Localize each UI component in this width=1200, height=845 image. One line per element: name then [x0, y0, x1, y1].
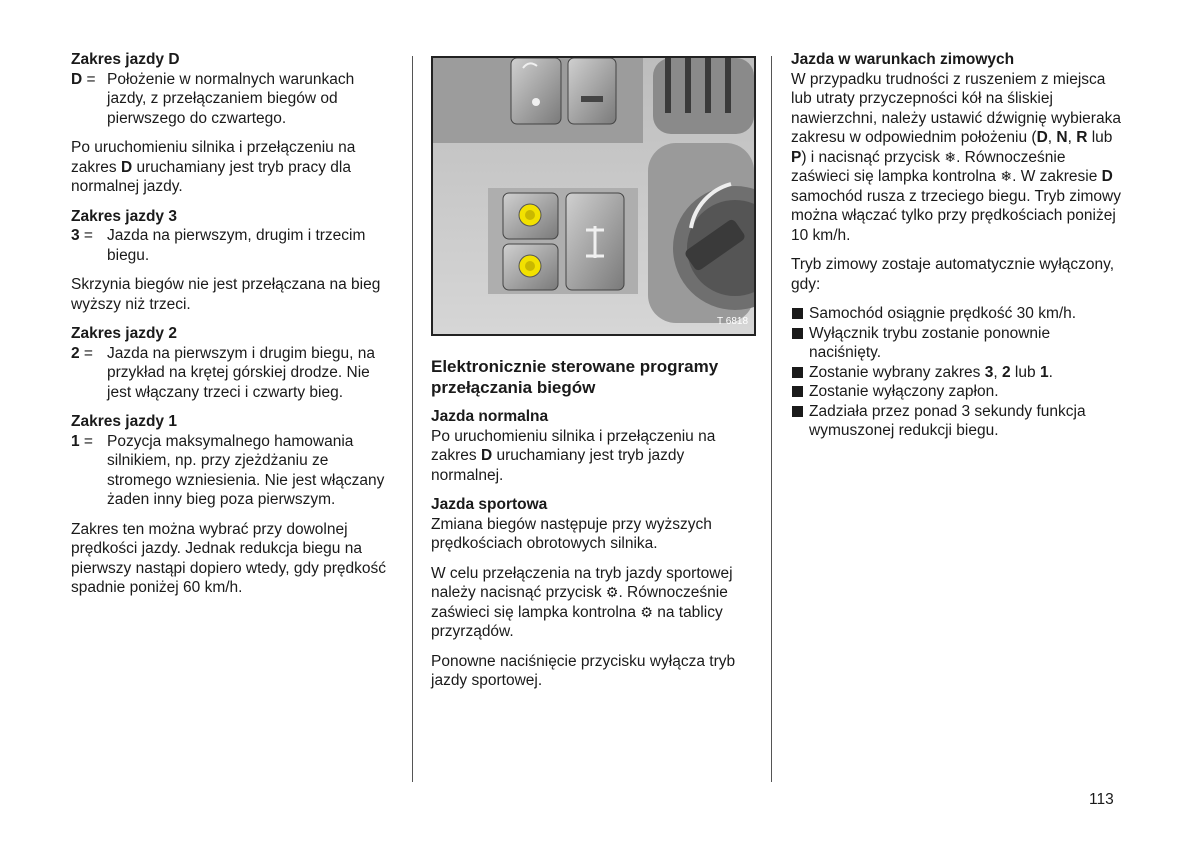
range-3-definition: 3 = Jazda na pierwszym, drugim i trzecim biegu. [71, 226, 393, 265]
list-item: Zostanie wybrany zakres 3, 2 lub 1. [791, 363, 1121, 383]
heading-sport-driving: Jazda sportowa [431, 496, 548, 513]
range-2-definition: 2 = Jazda na pierwszym i drugim biegu, na przykład na krętej górskiej drodze. Nie jest włączany trzeci i czwarty bieg. [71, 344, 393, 403]
sport-mode-icon: ⚙ [605, 584, 619, 600]
range-1-definition: 1 = Pozycja maksymalnego hamowania silnikiem, np. przy zjeżdżaniu ze stromego wzniesienia. Nie jest włączany żaden inny bieg poza pierwszym. [71, 432, 393, 510]
paragraph-range-3-note: Skrzynia biegów nie jest przełączana na bieg wyższy niż trzeci. [71, 276, 381, 313]
column-divider-right [771, 56, 772, 782]
column-1 [71, 50, 393, 608]
heading-range-3: Zakres jazdy 3 [71, 207, 177, 225]
winter-mode-icon: ❄ [944, 148, 957, 165]
dashboard-illustration [433, 58, 754, 334]
page-number: 113 [1089, 791, 1114, 808]
dashboard-buttons-photo [431, 56, 756, 336]
auto-off-list [791, 304, 1121, 441]
column-divider-left [412, 56, 413, 782]
section-title: Elektronicznie sterowane programy przełączania biegów [431, 357, 719, 397]
key-d: D [71, 70, 83, 88]
heading-range-2: Zakres jazdy 2 [71, 325, 177, 342]
paragraph-sport-driving: Zmiana biegów następuje przy wyższych prędkościach obrotowych silnika. [431, 515, 712, 552]
paragraph-winter-driving: W przypadku trudności z ruszeniem z miejsca lub utraty przyczepności kół na śliskiej nawierzchni, należy ustawić dźwignię wybieraka zakresu w odpowiednim położeniu (D, N, R lub P) i nacisnąć przycisk ❄. Równocześnie zaświeci się lampka kontrolna ❄. W zakresie D samochód rusza z trzeciego biegu. Tryb zimowy można włączać tylko przy prędkościach poniżej 10 km/h. [791, 70, 1121, 244]
range-3-text: Jazda na pierwszym, drugim i trzecim biegu. [107, 227, 366, 264]
range-1-text: Pozycja maksymalnego hamowania silnikiem, np. przy zjeżdżaniu ze stromego wzniesienia. Nie jest włączany żaden inny bieg poza pierwszym. [107, 432, 385, 508]
paragraph-sport-button: W celu przełączenia na tryb jazdy sportowej należy nacisnąć przycisk ⚙. Równocześnie zaświeci się lampka kontrolna ⚙ na tablicy przyrządów. [431, 564, 733, 640]
heading-range-d: Zakres jazdy D [71, 51, 180, 68]
list-item: Zadziała przez ponad 3 sekundy funkcja wymuszonej redukcji biegu. [791, 402, 1121, 441]
sport-mode-icon: ⚙ [640, 603, 653, 620]
key-1: 1 [71, 432, 80, 450]
heading-normal-driving: Jazda normalna [431, 408, 549, 425]
key-2: 2 [71, 344, 80, 362]
column-3 [791, 50, 1121, 441]
key-3: 3 [71, 227, 80, 244]
heading-winter-driving: Jazda w warunkach zimowych [791, 51, 1015, 68]
heading-range-1: Zakres jazdy 1 [71, 413, 177, 430]
winter-mode-icon: ❄ [1000, 168, 1013, 184]
range-d-text: Położenie w normalnych warunkach jazdy, z przełączaniem biegów od pierwszego do czwartego. [107, 70, 355, 127]
range-d-definition: D = Położenie w normalnych warunkach jazdy, z przełączaniem biegów od pierwszego do czwartego. [71, 70, 393, 129]
paragraph-sport-off: Ponowne naciśnięcie przycisku wyłącza tryb jazdy sportowej. [431, 652, 736, 689]
range-2-text: Jazda na pierwszym i drugim biegu, na przykład na krętej górskiej drodze. Nie jest włączany trzeci i czwarty bieg. [107, 344, 375, 401]
paragraph-range-1-note: Zakres ten można wybrać przy dowolnej prędkości jazdy. Jednak redukcja biegu na pierwszy nastąpi dopiero wtedy, gdy prędkość spadnie poniżej 60 km/h. [71, 520, 387, 596]
column-2 [431, 56, 756, 701]
list-item: Samochód osiągnie prędkość 30 km/h. [791, 304, 1121, 324]
paragraph-normal-driving: Po uruchomieniu silnika i przełączeniu na zakres D uruchamiany jest tryb jazdy normalnej. [431, 427, 716, 484]
figure-code: T 6818 [717, 315, 748, 327]
paragraph-d-start: Po uruchomieniu silnika i przełączeniu na zakres D uruchamiany jest tryb pracy dla normalnej jazdy. [71, 139, 356, 195]
paragraph-auto-off: Tryb zimowy zostaje automatycznie wyłączony, gdy: [791, 256, 1115, 293]
list-item: Wyłącznik trybu zostanie ponownie naciśnięty. [791, 324, 1121, 363]
list-item: Zostanie wyłączony zapłon. [791, 382, 1121, 402]
